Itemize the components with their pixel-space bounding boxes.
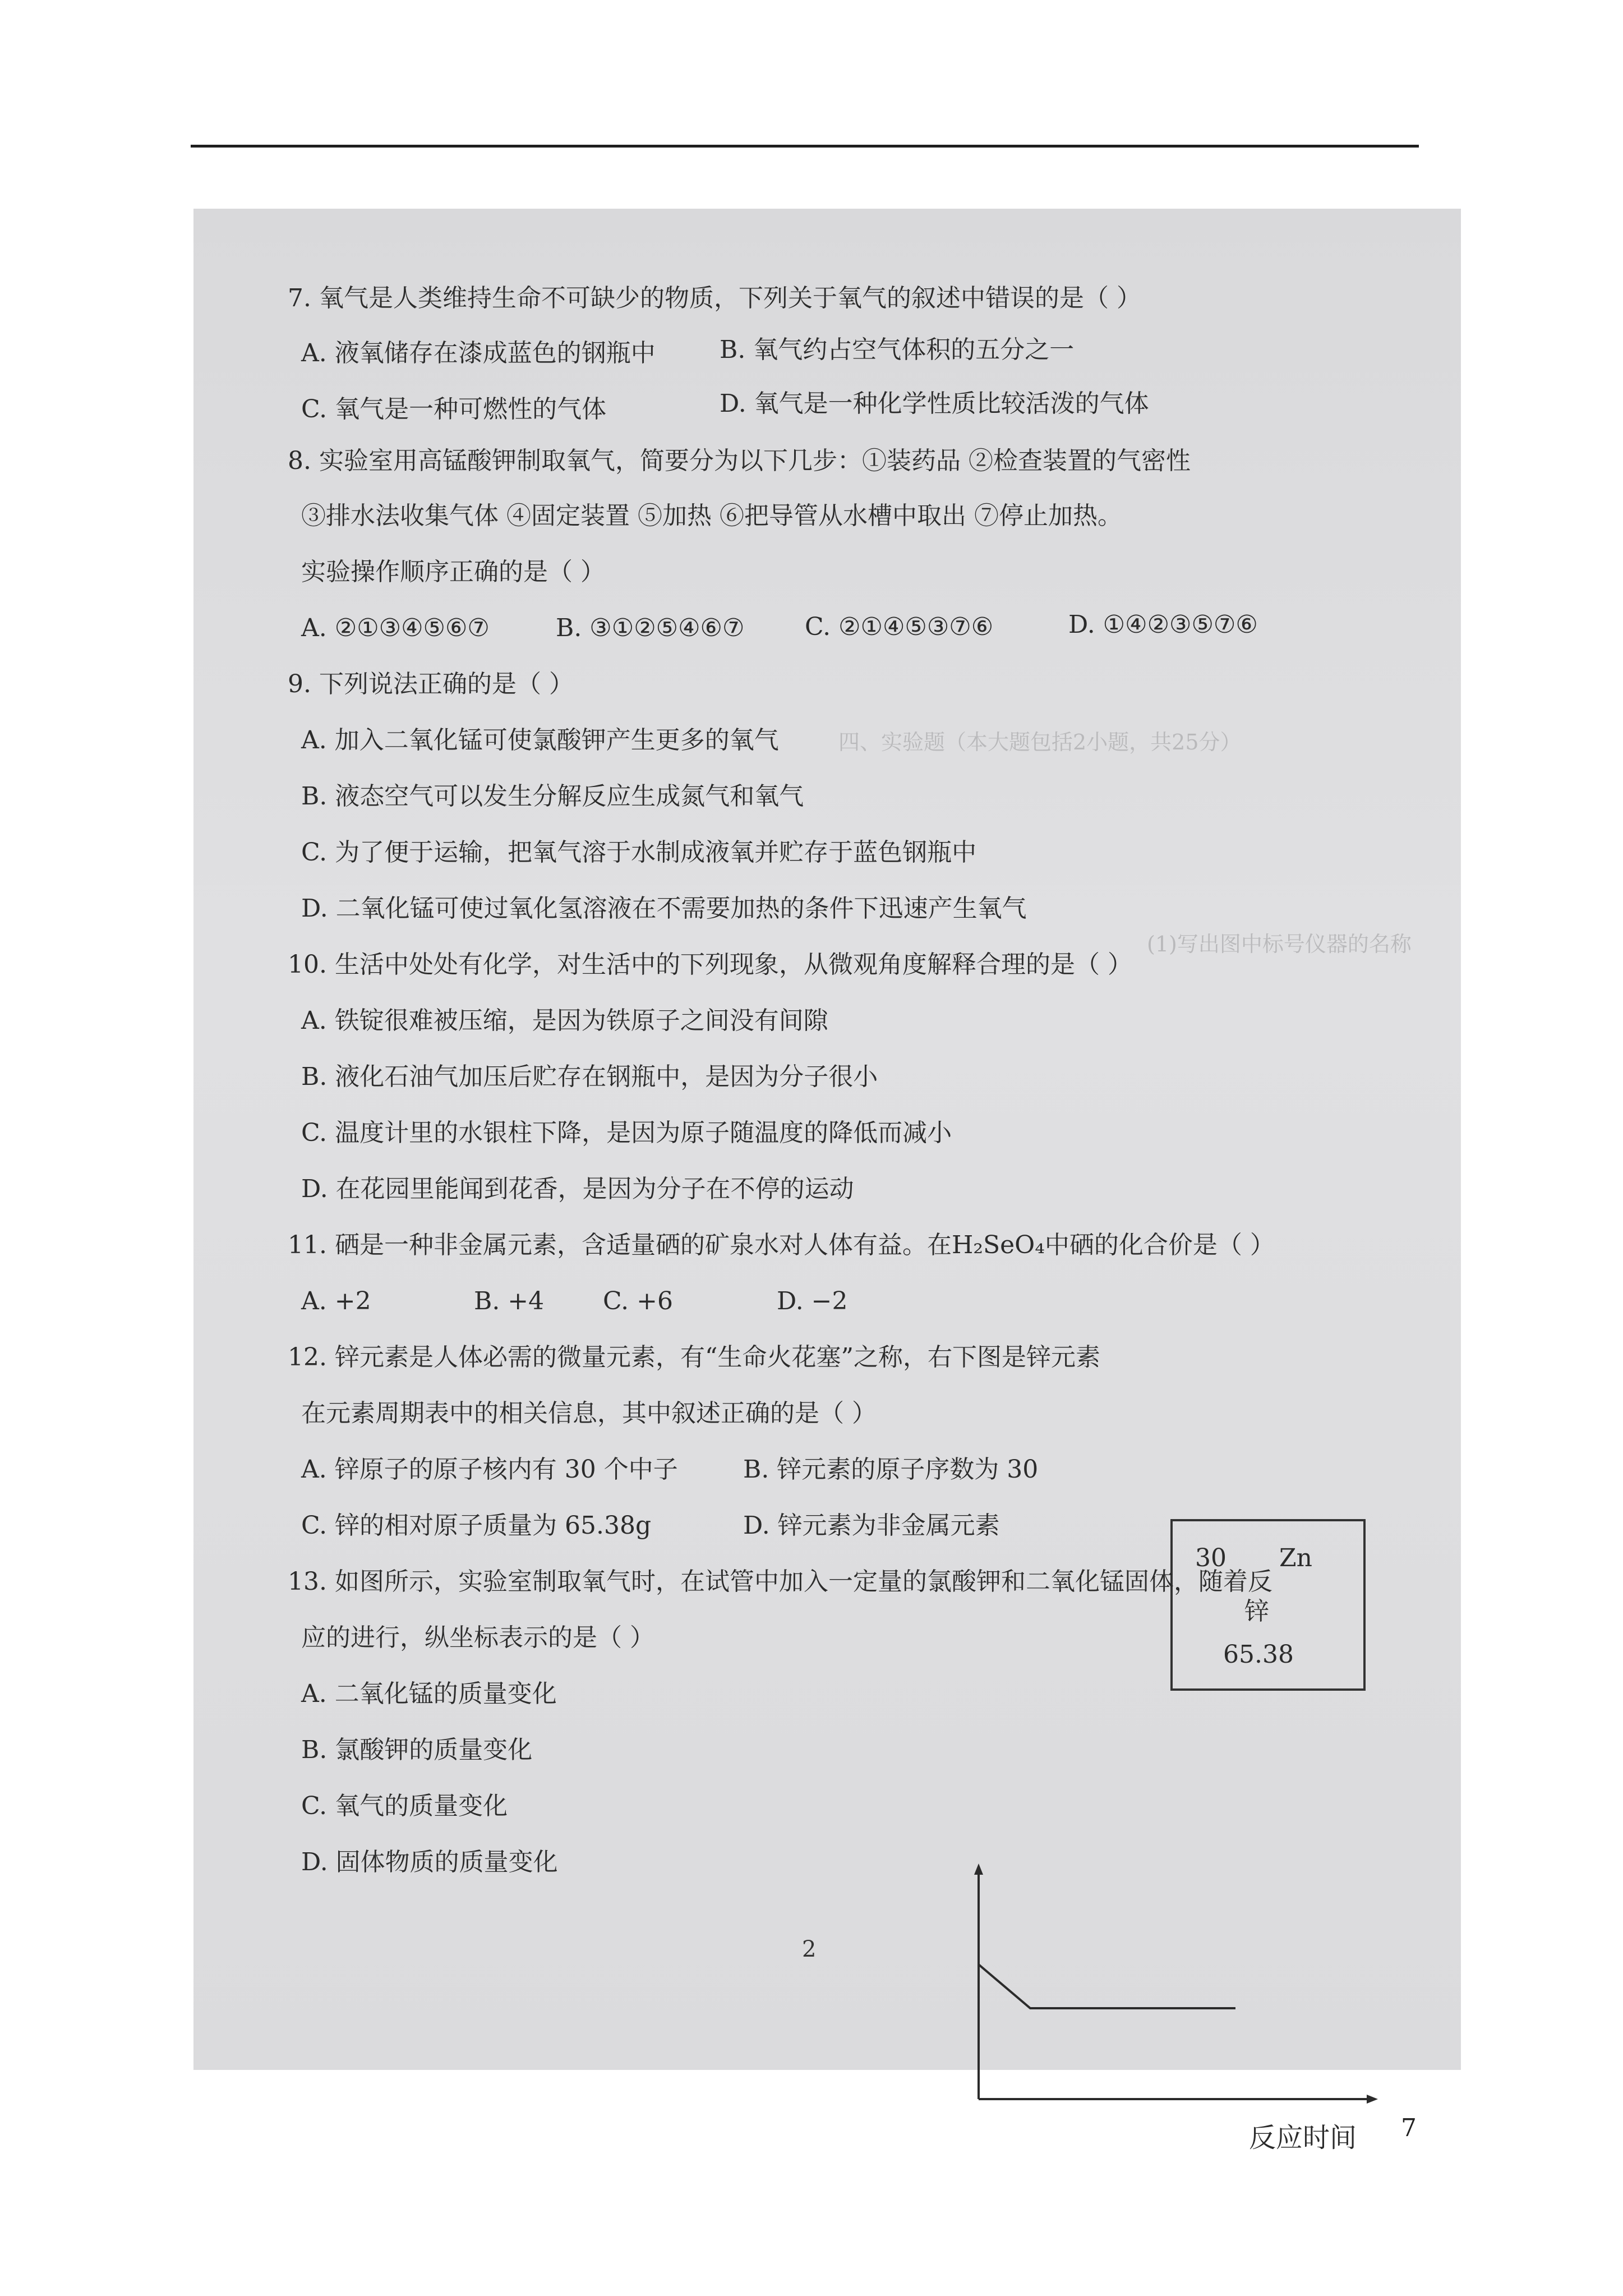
- question-13-stem-cont: 应的进行，纵坐标表示的是（ ）: [301, 1623, 654, 1652]
- question-9-stem: 9. 下列说法正确的是（ ）: [288, 670, 574, 698]
- q12-option-c: C. 锌的相对原子质量为 65.38g: [301, 1511, 652, 1540]
- q8-option-a: A. ②①③④⑤⑥⑦: [301, 614, 490, 642]
- q7-option-d: D. 氧气是一种化学性质比较活泼的气体: [720, 389, 1149, 418]
- q12-option-d: D. 锌元素为非金属元素: [743, 1511, 1000, 1540]
- q7-option-b: B. 氧气约占空气体积的五分之一: [720, 335, 1075, 364]
- scanned-page: [193, 209, 1461, 2154]
- q8-option-d: D. ①④②③⑤⑦⑥: [1068, 610, 1258, 639]
- q11-option-c: C. +6: [603, 1287, 673, 1315]
- q8-option-c: C. ②①④⑤③⑦⑥: [805, 613, 994, 641]
- q13-option-d: D. 固体物质的质量变化: [301, 1848, 558, 1876]
- question-12-stem-cont: 在元素周期表中的相关信息，其中叙述正确的是（ ）: [301, 1399, 877, 1428]
- q10-option-c: C. 温度计里的水银柱下降，是因为原子随温度的降低而减小: [301, 1119, 952, 1147]
- x-axis-arrow: [1367, 2095, 1378, 2104]
- page-number: 7: [1401, 2114, 1417, 2142]
- q13-option-a: A. 二氧化锰的质量变化: [301, 1680, 557, 1708]
- q11-option-b: B. +4: [474, 1287, 545, 1315]
- question-8-steps: ③排水法收集气体 ④固定装置 ⑤加热 ⑥把导管从水槽中取出 ⑦停止加热。: [301, 501, 1122, 530]
- q9-option-a: A. 加入二氧化锰可使氯酸钾产生更多的氧气: [301, 726, 779, 754]
- element-symbol: Zn: [1279, 1544, 1312, 1572]
- question-8-prompt: 实验操作顺序正确的是（ ）: [301, 558, 605, 586]
- curve: [979, 1964, 1235, 2008]
- question-12-stem: 12. 锌元素是人体必需的微量元素，有“生命火花塞”之称，右下图是锌元素: [288, 1343, 1100, 1372]
- zinc-element-card: [1170, 1519, 1366, 1691]
- q13-option-c: C. 氧气的质量变化: [301, 1792, 508, 1820]
- graph-x-label: 反应时间: [1249, 2122, 1357, 2154]
- q12-option-b: B. 锌元素的原子序数为 30: [743, 1455, 1039, 1484]
- q10-option-a: A. 铁锭很难被压缩，是因为铁原子之间没有间隙: [301, 1006, 828, 1035]
- q13-option-b: B. 氯酸钾的质量变化: [301, 1736, 533, 1764]
- element-name: 锌: [1244, 1597, 1269, 1626]
- reaction-graph: [945, 1864, 1382, 2110]
- q11-option-d: D. −2: [777, 1287, 848, 1315]
- header-rule: [191, 145, 1419, 148]
- inner-page-number: 2: [802, 1936, 817, 1962]
- q10-option-b: B. 液化石油气加压后贮存在钢瓶中，是因为分子很小: [301, 1062, 878, 1091]
- question-11-stem: 11. 硒是一种非金属元素，含适量硒的矿泉水对人体有益。在H₂SeO₄中硒的化合价是（ ）: [288, 1231, 1275, 1259]
- question-7-stem: 7. 氧气是人类维持生命不可缺少的物质，下列关于氧气的叙述中错误的是（ ）: [288, 284, 1141, 312]
- element-atomic-number: 30: [1195, 1544, 1227, 1572]
- q9-option-c: C. 为了便于运输，把氧气溶于水制成液氧并贮存于蓝色钢瓶中: [301, 838, 977, 867]
- question-13-stem: 13. 如图所示，实验室制取氧气时，在试管中加入一定量的氯酸钾和二氧化锰固体，随着反: [288, 1567, 1272, 1596]
- question-8-stem: 8. 实验室用高锰酸钾制取氧气，简要分为以下几步：①装药品 ②检查装置的气密性: [288, 447, 1191, 475]
- element-atomic-mass: 65.38: [1223, 1640, 1294, 1669]
- question-10-stem: 10. 生活中处处有化学，对生活中的下列现象，从微观角度解释合理的是（ ）: [288, 950, 1132, 979]
- q7-option-a: A. 液氧储存在漆成蓝色的钢瓶中: [301, 339, 656, 367]
- q12-option-a: A. 锌原子的原子核内有 30 个中子: [301, 1455, 678, 1484]
- q11-option-a: A. +2: [301, 1287, 371, 1315]
- q8-option-b: B. ③①②⑤④⑥⑦: [556, 614, 745, 642]
- y-axis-arrow: [974, 1864, 983, 1875]
- q9-option-b: B. 液态空气可以发生分解反应生成氮气和氧气: [301, 782, 804, 811]
- q9-option-d: D. 二氧化锰可使过氧化氢溶液在不需要加热的条件下迅速产生氧气: [301, 894, 1027, 923]
- q7-option-c: C. 氧气是一种可燃性的气体: [301, 395, 607, 424]
- q10-option-d: D. 在花园里能闻到花香，是因为分子在不停的运动: [301, 1175, 854, 1203]
- bleed-through-text: (1)写出图中标号仪器的名称: [1147, 932, 1412, 956]
- bleed-through-text: 四、实验题（本大题包括2小题，共25分）: [838, 730, 1242, 754]
